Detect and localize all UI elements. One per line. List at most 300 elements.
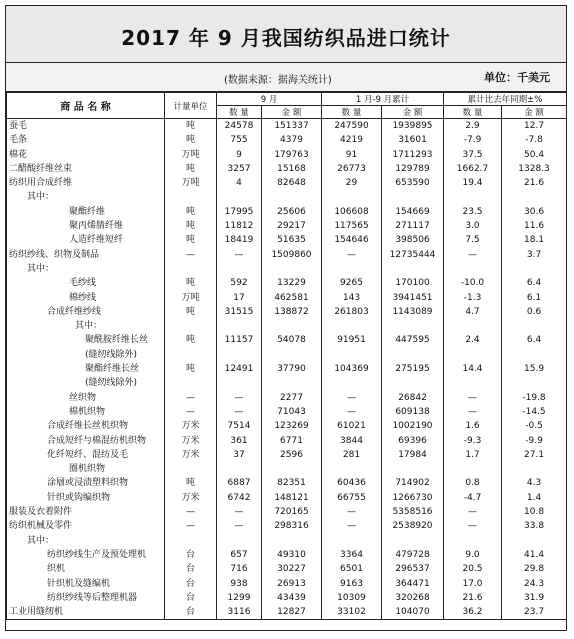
cell-ytd-qty — [322, 190, 382, 204]
cell-name: 丝织物 — [7, 391, 165, 405]
cell-month-qty: 716 — [217, 562, 262, 576]
cell-unit: 台 — [165, 577, 217, 591]
cell-month-qty: 17 — [217, 291, 262, 305]
cell-unit: 万吨 — [165, 148, 217, 162]
table-row — [7, 548, 567, 562]
cell-name: 棉花 — [7, 148, 165, 162]
cell-ytd-qty: 104369 — [322, 362, 382, 376]
cell-unit: 吨 — [165, 233, 217, 247]
cell-yoy-qty: 19.4 — [444, 176, 502, 190]
cell-yoy-qty: 17.0 — [444, 577, 502, 591]
cell-yoy-qty: 36.2 — [444, 605, 502, 620]
cell-month-amt — [262, 534, 322, 548]
title-band — [6, 6, 566, 63]
cell-unit: 台 — [165, 548, 217, 562]
cell-month-amt: 720165 — [262, 505, 322, 519]
cell-month-qty: 9 — [217, 148, 262, 162]
cell-ytd-amt: 320268 — [382, 591, 444, 605]
cell-month-qty: 24578 — [217, 119, 262, 134]
cell-yoy-qty: 1662.7 — [444, 162, 502, 176]
cell-month-amt: 30227 — [262, 562, 322, 576]
cell-yoy-qty: — — [444, 248, 502, 262]
cell-yoy-amt: 1.4 — [502, 491, 567, 505]
cell-yoy-amt: 1328.3 — [502, 162, 567, 176]
cell-yoy-amt: 30.6 — [502, 205, 567, 219]
table-row — [7, 419, 567, 433]
table-body — [7, 119, 567, 620]
cell-unit: 万米 — [165, 419, 217, 433]
cell-month-amt — [262, 190, 322, 204]
cell-ytd-amt: 129789 — [382, 162, 444, 176]
cell-month-qty: 11812 — [217, 219, 262, 233]
cell-ytd-qty: 61021 — [322, 419, 382, 433]
cell-name: 人造纤维短纤 — [7, 233, 165, 247]
cell-month-amt: 54078 — [262, 333, 322, 347]
cell-ytd-amt: 479728 — [382, 548, 444, 562]
cell-ytd-amt — [382, 534, 444, 548]
cell-yoy-amt: 29.8 — [502, 562, 567, 576]
cell-unit: 吨 — [165, 205, 217, 219]
cell-ytd-amt: 609138 — [382, 405, 444, 419]
cell-month-qty — [217, 462, 262, 476]
col-header-yoy-amt: 金 额 — [502, 106, 567, 119]
data-source: (数据来源：据海关统计) — [224, 75, 332, 86]
cell-name: 纺织纱线、织物及制品 — [7, 248, 165, 262]
table-row — [7, 534, 567, 548]
col-header-month-qty: 数 量 — [217, 106, 262, 119]
cell-ytd-qty — [322, 534, 382, 548]
table-row — [7, 119, 567, 134]
cell-unit: 万米 — [165, 448, 217, 462]
table-row — [7, 562, 567, 576]
cell-ytd-amt: 31601 — [382, 133, 444, 147]
cell-month-amt: 123269 — [262, 419, 322, 433]
cell-name: 服装及衣着附件 — [7, 505, 165, 519]
table-row — [7, 362, 567, 376]
cell-ytd-amt: 1266730 — [382, 491, 444, 505]
cell-yoy-qty — [444, 534, 502, 548]
cell-yoy-amt: -9.9 — [502, 434, 567, 448]
cell-month-amt: 2596 — [262, 448, 322, 462]
cell-yoy-qty: 20.5 — [444, 562, 502, 576]
cell-month-qty: 361 — [217, 434, 262, 448]
cell-ytd-amt: 1002190 — [382, 419, 444, 433]
cell-ytd-qty: 143 — [322, 291, 382, 305]
table-row — [7, 434, 567, 448]
cell-month-qty: 31515 — [217, 305, 262, 319]
cell-ytd-amt: 3941451 — [382, 291, 444, 305]
cell-month-qty: — — [217, 405, 262, 419]
cell-name: 聚酯纤维 — [7, 205, 165, 219]
cell-ytd-qty: 60436 — [322, 476, 382, 490]
cell-yoy-qty: — — [444, 391, 502, 405]
cell-yoy-amt: 15.9 — [502, 362, 567, 376]
col-header-name: 商 品 名 称 — [7, 93, 165, 119]
cell-month-qty — [217, 534, 262, 548]
cell-yoy-qty: 1.6 — [444, 419, 502, 433]
report-page — [5, 5, 567, 631]
cell-yoy-amt: 41.4 — [502, 548, 567, 562]
cell-name: 纺织用合成纤维 — [7, 176, 165, 190]
cell-name: 织机 — [7, 562, 165, 576]
cell-name: 聚丙烯腈纤维 — [7, 219, 165, 233]
cell-yoy-amt: -14.5 — [502, 405, 567, 419]
source-row — [6, 63, 566, 92]
cell-month-amt: 179763 — [262, 148, 322, 162]
cell-ytd-qty: 3844 — [322, 434, 382, 448]
cell-ytd-qty: 29 — [322, 176, 382, 190]
cell-name: 针织或钩编织物 — [7, 491, 165, 505]
cell-ytd-qty: 91951 — [322, 333, 382, 347]
cell-month-amt: 25606 — [262, 205, 322, 219]
cell-ytd-amt: 1711293 — [382, 148, 444, 162]
cell-name: 针织机及缝编机 — [7, 577, 165, 591]
cell-ytd-qty: 9163 — [322, 577, 382, 591]
cell-month-amt: 12827 — [262, 605, 322, 620]
cell-unit — [165, 348, 217, 362]
cell-month-amt: 15168 — [262, 162, 322, 176]
cell-ytd-amt: 104070 — [382, 605, 444, 620]
cell-ytd-qty: 4219 — [322, 133, 382, 147]
cell-name: 棉机织物 — [7, 405, 165, 419]
cell-yoy-qty: -10.0 — [444, 276, 502, 290]
cell-month-amt: 82351 — [262, 476, 322, 490]
cell-month-qty: 4 — [217, 176, 262, 190]
cell-ytd-amt — [382, 190, 444, 204]
cell-ytd-amt: 447595 — [382, 333, 444, 347]
cell-month-qty: — — [217, 391, 262, 405]
cell-name: 聚酯纤维长丝 — [7, 362, 165, 376]
cell-unit: 万吨 — [165, 176, 217, 190]
cell-ytd-amt: 653590 — [382, 176, 444, 190]
cell-ytd-amt: 1939895 — [382, 119, 444, 134]
cell-ytd-amt — [382, 462, 444, 476]
cell-ytd-qty: 66755 — [322, 491, 382, 505]
header-row-top — [7, 93, 567, 106]
cell-name: 聚酰胺纤维长丝 — [7, 333, 165, 347]
cell-unit: 吨 — [165, 133, 217, 147]
cell-yoy-qty: -1.3 — [444, 291, 502, 305]
cell-yoy-qty: -4.7 — [444, 491, 502, 505]
import-statistics-table — [6, 92, 567, 620]
cell-ytd-amt: 275195 — [382, 362, 444, 376]
cell-ytd-amt — [382, 319, 444, 333]
cell-yoy-amt — [502, 348, 567, 362]
cell-name: 合成纤维长丝机织物 — [7, 419, 165, 433]
table-row — [7, 219, 567, 233]
cell-month-qty: 6887 — [217, 476, 262, 490]
cell-ytd-qty: 3364 — [322, 548, 382, 562]
cell-name: 二醋酸纤维丝束 — [7, 162, 165, 176]
cell-month-amt: 71043 — [262, 405, 322, 419]
cell-unit: — — [165, 519, 217, 533]
cell-unit: 吨 — [165, 362, 217, 376]
cell-yoy-amt: 6.1 — [502, 291, 567, 305]
cell-ytd-qty: — — [322, 405, 382, 419]
cell-month-qty — [217, 319, 262, 333]
cell-month-qty: 7514 — [217, 419, 262, 433]
cell-yoy-qty: 9.0 — [444, 548, 502, 562]
cell-yoy-amt — [502, 262, 567, 276]
cell-yoy-amt: 6.4 — [502, 333, 567, 347]
table-row — [7, 476, 567, 490]
cell-month-qty: 3257 — [217, 162, 262, 176]
table-row — [7, 405, 567, 419]
cell-ytd-qty: 247590 — [322, 119, 382, 134]
cell-yoy-amt: 21.6 — [502, 176, 567, 190]
cell-ytd-qty: 154646 — [322, 233, 382, 247]
cell-name: 其中： — [7, 534, 165, 548]
table-row — [7, 448, 567, 462]
cell-month-amt: 51635 — [262, 233, 322, 247]
cell-month-amt: 148121 — [262, 491, 322, 505]
cell-unit: — — [165, 505, 217, 519]
cell-ytd-amt: 5358516 — [382, 505, 444, 519]
cell-month-amt — [262, 348, 322, 362]
cell-unit: 吨 — [165, 219, 217, 233]
cell-ytd-qty: — — [322, 505, 382, 519]
cell-yoy-qty — [444, 190, 502, 204]
table-row — [7, 262, 567, 276]
table-row — [7, 305, 567, 319]
cell-month-qty: — — [217, 505, 262, 519]
cell-month-qty: 1299 — [217, 591, 262, 605]
col-header-month-amt: 金 额 — [262, 106, 322, 119]
cell-yoy-amt — [502, 534, 567, 548]
cell-unit: — — [165, 391, 217, 405]
cell-yoy-qty — [444, 262, 502, 276]
cell-month-qty: 3116 — [217, 605, 262, 620]
table-row — [7, 291, 567, 305]
cell-unit: 吨 — [165, 305, 217, 319]
cell-yoy-amt: -19.8 — [502, 391, 567, 405]
table-row — [7, 391, 567, 405]
table-row — [7, 148, 567, 162]
cell-unit — [165, 262, 217, 276]
unit-label: 单位：千美元 — [484, 71, 550, 84]
cell-ytd-amt: 12735444 — [382, 248, 444, 262]
cell-ytd-qty: — — [322, 248, 382, 262]
cell-month-qty — [217, 262, 262, 276]
cell-ytd-qty: — — [322, 519, 382, 533]
cell-name: 纺织机械及零件 — [7, 519, 165, 533]
cell-ytd-amt: 398506 — [382, 233, 444, 247]
cell-yoy-amt: 3.7 — [502, 248, 567, 262]
cell-month-amt: 13229 — [262, 276, 322, 290]
cell-unit: 万米 — [165, 434, 217, 448]
cell-ytd-qty: — — [322, 391, 382, 405]
cell-yoy-qty: 2.4 — [444, 333, 502, 347]
cell-yoy-amt: 11.6 — [502, 219, 567, 233]
table-row — [7, 519, 567, 533]
cell-yoy-qty — [444, 462, 502, 476]
cell-unit: — — [165, 248, 217, 262]
cell-yoy-qty: 3.0 — [444, 219, 502, 233]
cell-ytd-amt: 1143089 — [382, 305, 444, 319]
cell-ytd-qty: 10309 — [322, 591, 382, 605]
cell-month-qty — [217, 348, 262, 362]
cell-yoy-qty — [444, 376, 502, 390]
cell-unit: 吨 — [165, 276, 217, 290]
cell-yoy-amt: 6.4 — [502, 276, 567, 290]
table-row — [7, 176, 567, 190]
cell-unit — [165, 462, 217, 476]
cell-yoy-qty — [444, 348, 502, 362]
cell-month-amt: 49310 — [262, 548, 322, 562]
cell-unit: 万米 — [165, 491, 217, 505]
cell-ytd-qty: 106608 — [322, 205, 382, 219]
table-row — [7, 133, 567, 147]
cell-name: 合成短纤与棉混纺机织物 — [7, 434, 165, 448]
cell-month-qty — [217, 190, 262, 204]
col-header-ytd: 1 月-9 月累计 — [322, 93, 444, 106]
cell-name: 毛条 — [7, 133, 165, 147]
table-row — [7, 319, 567, 333]
table-row — [7, 505, 567, 519]
cell-name: 纺织纱线生产及预处理机 — [7, 548, 165, 562]
cell-month-qty: — — [217, 519, 262, 533]
cell-yoy-qty — [444, 319, 502, 333]
cell-name: 纺织纱线等后整理机器 — [7, 591, 165, 605]
table-row — [7, 248, 567, 262]
cell-yoy-amt: 12.7 — [502, 119, 567, 134]
cell-ytd-qty — [322, 262, 382, 276]
cell-month-amt: 6771 — [262, 434, 322, 448]
cell-month-amt: 151337 — [262, 119, 322, 134]
cell-ytd-qty — [322, 376, 382, 390]
cell-yoy-qty: -7.9 — [444, 133, 502, 147]
cell-month-amt — [262, 462, 322, 476]
cell-name: (缝纫线除外) — [7, 376, 165, 390]
cell-unit: — — [165, 405, 217, 419]
col-header-ytd-amt: 金 额 — [382, 106, 444, 119]
cell-unit — [165, 190, 217, 204]
cell-unit: 吨 — [165, 333, 217, 347]
cell-yoy-amt: 27.1 — [502, 448, 567, 462]
cell-ytd-qty — [322, 348, 382, 362]
cell-month-amt: 1509860 — [262, 248, 322, 262]
cell-ytd-qty: 281 — [322, 448, 382, 462]
cell-month-amt: 138872 — [262, 305, 322, 319]
table-row — [7, 491, 567, 505]
cell-ytd-amt: 154669 — [382, 205, 444, 219]
cell-unit: 吨 — [165, 476, 217, 490]
cell-month-qty: 938 — [217, 577, 262, 591]
cell-month-qty: 12491 — [217, 362, 262, 376]
cell-ytd-amt: 296537 — [382, 562, 444, 576]
cell-unit: 万吨 — [165, 291, 217, 305]
cell-month-amt: 2277 — [262, 391, 322, 405]
cell-month-qty: 11157 — [217, 333, 262, 347]
cell-ytd-amt: 17984 — [382, 448, 444, 462]
cell-unit: 吨 — [165, 119, 217, 134]
table-row — [7, 348, 567, 362]
cell-month-qty: 37 — [217, 448, 262, 462]
cell-yoy-amt: 31.9 — [502, 591, 567, 605]
cell-month-amt — [262, 376, 322, 390]
page-title: 2017 年 9 月我国纺织品进口统计 — [121, 26, 451, 50]
cell-yoy-amt — [502, 319, 567, 333]
cell-month-qty: 17995 — [217, 205, 262, 219]
cell-ytd-qty: 91 — [322, 148, 382, 162]
cell-ytd-amt: 26842 — [382, 391, 444, 405]
table-row — [7, 376, 567, 390]
cell-yoy-amt — [502, 190, 567, 204]
cell-unit: 台 — [165, 591, 217, 605]
table-row — [7, 276, 567, 290]
cell-yoy-qty: — — [444, 505, 502, 519]
cell-name: (缝纫线除外) — [7, 348, 165, 362]
table-row — [7, 462, 567, 476]
cell-unit — [165, 376, 217, 390]
cell-ytd-qty: 6501 — [322, 562, 382, 576]
cell-ytd-amt: 170100 — [382, 276, 444, 290]
cell-month-qty: 6742 — [217, 491, 262, 505]
cell-ytd-qty: 9265 — [322, 276, 382, 290]
cell-ytd-amt: 271117 — [382, 219, 444, 233]
cell-month-qty: 592 — [217, 276, 262, 290]
cell-yoy-amt: -0.5 — [502, 419, 567, 433]
cell-month-qty — [217, 376, 262, 390]
cell-month-amt: 29217 — [262, 219, 322, 233]
cell-name: 棉纱线 — [7, 291, 165, 305]
cell-ytd-amt: 2538920 — [382, 519, 444, 533]
cell-month-qty: — — [217, 248, 262, 262]
cell-name: 毛纱线 — [7, 276, 165, 290]
table-row — [7, 605, 567, 620]
cell-unit: 台 — [165, 562, 217, 576]
cell-month-qty: 18419 — [217, 233, 262, 247]
cell-unit — [165, 534, 217, 548]
cell-ytd-amt — [382, 376, 444, 390]
cell-ytd-qty: 117565 — [322, 219, 382, 233]
cell-month-amt — [262, 262, 322, 276]
cell-month-amt: 37790 — [262, 362, 322, 376]
cell-ytd-amt: 714902 — [382, 476, 444, 490]
cell-yoy-amt: 4.3 — [502, 476, 567, 490]
cell-name: 其中： — [7, 319, 165, 333]
cell-ytd-qty — [322, 462, 382, 476]
cell-yoy-amt — [502, 376, 567, 390]
cell-yoy-amt: 24.3 — [502, 577, 567, 591]
cell-yoy-amt — [502, 462, 567, 476]
col-header-yoy-qty: 数 量 — [444, 106, 502, 119]
cell-yoy-qty: 37.5 — [444, 148, 502, 162]
cell-unit: 台 — [165, 605, 217, 620]
cell-yoy-amt: 50.4 — [502, 148, 567, 162]
table-row — [7, 233, 567, 247]
cell-yoy-qty: 0.8 — [444, 476, 502, 490]
cell-ytd-amt: 364471 — [382, 577, 444, 591]
cell-yoy-qty: 7.5 — [444, 233, 502, 247]
cell-ytd-amt: 69396 — [382, 434, 444, 448]
col-header-unit: 计量单位 — [165, 93, 217, 119]
cell-yoy-amt: 10.8 — [502, 505, 567, 519]
cell-yoy-amt: 18.1 — [502, 233, 567, 247]
cell-name: 涂層或浸渍塑料织物 — [7, 476, 165, 490]
table-row — [7, 190, 567, 204]
cell-yoy-qty: — — [444, 405, 502, 419]
cell-ytd-amt — [382, 262, 444, 276]
table-row — [7, 333, 567, 347]
table-row — [7, 162, 567, 176]
cell-yoy-amt: 23.7 — [502, 605, 567, 620]
cell-yoy-amt: 33.8 — [502, 519, 567, 533]
cell-ytd-qty: 261803 — [322, 305, 382, 319]
cell-yoy-qty: 2.9 — [444, 119, 502, 134]
cell-ytd-qty: 33102 — [322, 605, 382, 620]
cell-yoy-qty: 14.4 — [444, 362, 502, 376]
